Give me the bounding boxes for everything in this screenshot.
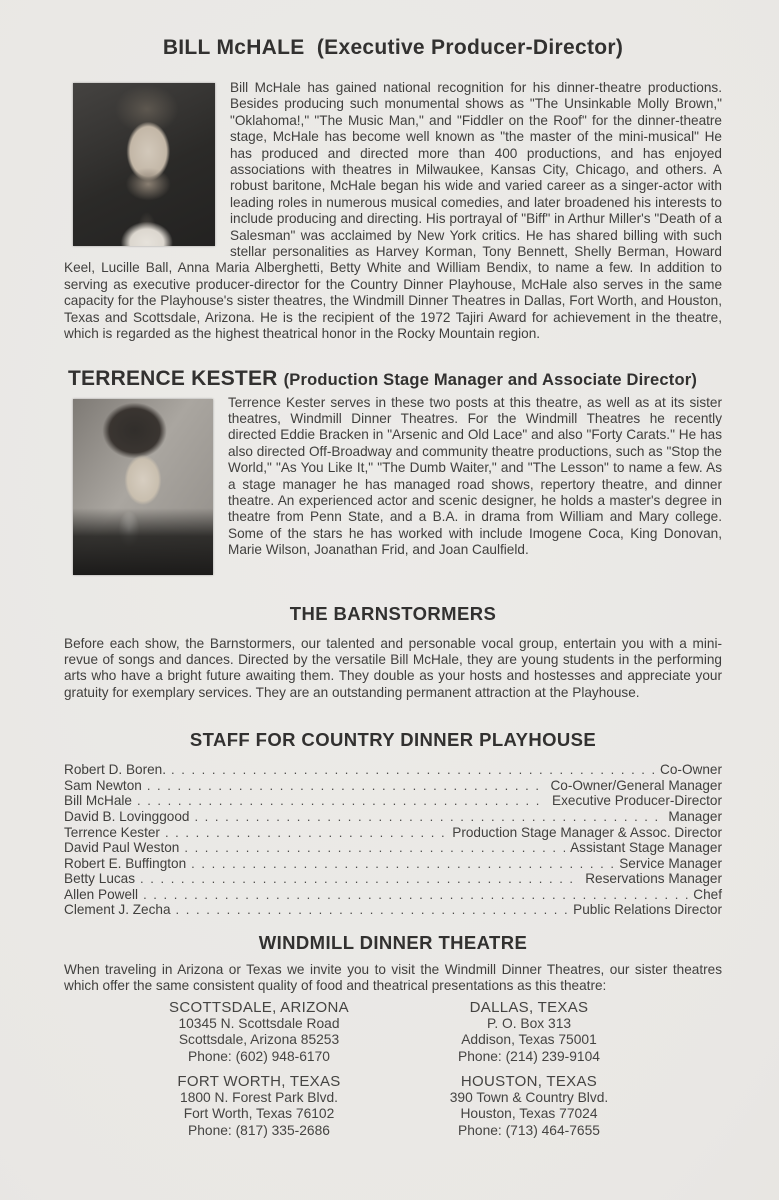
dot-leader bbox=[143, 887, 688, 903]
staff-row bbox=[64, 871, 722, 887]
staff-row bbox=[64, 825, 722, 841]
staff-title: Assistant Stage Manager bbox=[570, 840, 722, 856]
dot-leader bbox=[147, 778, 546, 794]
staff-row bbox=[64, 887, 722, 903]
staff-name: David B. Lovinggood bbox=[64, 808, 190, 824]
staff-title: Reservations Manager bbox=[585, 871, 722, 887]
location-address-line: Addison, Texas 75001 bbox=[461, 1032, 597, 1048]
dot-leader bbox=[191, 856, 614, 872]
dot-leader bbox=[184, 840, 565, 856]
staff-name: Bill McHale bbox=[64, 793, 132, 809]
bill-mchale-portrait-photo bbox=[73, 83, 215, 246]
staff-row bbox=[64, 856, 722, 872]
staff-row bbox=[64, 793, 722, 809]
location-block-scottsdale bbox=[124, 999, 394, 1066]
location-address-line: P. O. Box 313 bbox=[486, 1015, 572, 1031]
kester-bio-section bbox=[64, 395, 722, 579]
dot-leader bbox=[176, 902, 569, 918]
mchale-heading bbox=[64, 36, 722, 60]
mchale-bio-section bbox=[64, 80, 722, 343]
staff-name: Sam Newton bbox=[64, 777, 142, 793]
dot-leader bbox=[165, 825, 447, 841]
location-city: DALLAS, TEXAS bbox=[469, 998, 589, 1016]
barnstormers-heading: THE BARNSTORMERS bbox=[289, 602, 497, 624]
location-address-line: Scottsdale, Arizona 85253 bbox=[178, 1032, 340, 1048]
kester-role: (Production Stage Manager and Associate Director) bbox=[283, 370, 698, 389]
dot-leader bbox=[137, 793, 547, 809]
mchale-bio-text: Bill McHale has gained national recognition for his dinner-theatre productions. Besides producing such monumental shows as "The Unsinkable Molly Brown," "Oklahoma!," "The Music Man," and "Fiddler on the Roof" for the dinner-theatre stage, McHale has become well known as "the master of the mini-musical" He has produced and directed more than 400 productions, and has enjoyed associations with theatres in Milwaukee, Kansas City, Chicago, and others. A robust baritone, McHale began his wide and varied career as a singer-actor with leading roles in numerous musical comedies, and later broadened his interests to include producing and directing. His portrayal of "Biff" in Arthur Miller's "Death of a Salesman" was acclaimed by New York critics. He has shared billing with such stellar personalities as Harvey Korman, Tony Bennett, Shelly Berman, Howard Keel, Lucille Ball, Anna Maria Alberghetti, Betty White and William Bendix, to name a few. In addition to serving as executive producer-director for the Country Dinner Playhouse, McHale also serves in the same capacity for the Playhouse's sister theatres, the Windmill Dinner Theatres in Dallas, Fort Worth, and Houston, Texas and Scottsdale, Arizona. He is the recipient of the 1972 Tajiri Award for achievement in the theatre, which is regarded as the highest theatrical honor in the Rocky Mountain region. bbox=[64, 80, 722, 342]
kester-heading bbox=[68, 367, 722, 391]
staff-name: Betty Lucas bbox=[64, 871, 136, 887]
terrence-kester-portrait-photo bbox=[73, 399, 213, 575]
dot-leader bbox=[194, 809, 663, 825]
staff-title: Production Stage Manager & Assoc. Director bbox=[452, 824, 722, 840]
staff-title: Co-Owner/General Manager bbox=[550, 777, 722, 793]
staff-heading: STAFF FOR COUNTRY DINNER PLAYHOUSE bbox=[189, 729, 597, 751]
location-phone: Phone: (602) 948-6170 bbox=[188, 1049, 330, 1065]
staff-title: Service Manager bbox=[619, 855, 722, 871]
location-address-line: Fort Worth, Texas 76102 bbox=[183, 1106, 335, 1122]
staff-name: Allen Powell bbox=[64, 886, 139, 902]
location-phone: Phone: (713) 464-7655 bbox=[458, 1122, 600, 1138]
kester-name: TERRENCE KESTER bbox=[68, 366, 278, 390]
staff-row bbox=[64, 809, 722, 825]
staff-row bbox=[64, 762, 722, 778]
staff-title: Chef bbox=[693, 886, 722, 902]
kester-bio-text: Terrence Kester serves in these two posts at this theatre, as well as at its sister theatres, Windmill Dinner Theatres. For the Windmill Theatres he recently directed Eddie Bracken in "Arsenic and Old Lace" and also "Forty Carats." He has also directed Off-Broadway and community theatre productions, such as "Stop the World," "As You Like It," "The Dumb Waiter," and "The Lesson" to name a few. As a stage manager he has managed road shows, repertory theatre, and dinner theatre. An experienced actor and scenic designer, he holds a master's degree in theatre from Penn State, and a B.A. in drama from William and Mary college. Some of the stars he has worked with include Imogene Coca, King Donovan, Marie Wilson, Joanathan Frid, and Joan Caulfield. bbox=[228, 394, 722, 558]
staff-title: Manager bbox=[668, 808, 722, 824]
staff-row bbox=[64, 778, 722, 794]
location-block-fort-worth bbox=[124, 1073, 394, 1140]
staff-title: Co-Owner bbox=[660, 762, 722, 778]
windmill-intro-text: When traveling in Arizona or Texas we invite you to visit the Windmill Dinner Theatres, our sister theatres which offer the same consistent quality of food and theatrical presentations as this theatre: bbox=[64, 962, 722, 994]
staff-row bbox=[64, 902, 722, 918]
location-address-line: 10345 N. Scottsdale Road bbox=[178, 1015, 340, 1031]
staff-list bbox=[64, 762, 722, 918]
staff-name: Terrence Kester bbox=[64, 824, 160, 840]
dot-leader bbox=[140, 871, 580, 887]
staff-name: Robert D. Boren. bbox=[64, 762, 166, 778]
dot-leader bbox=[171, 762, 655, 778]
staff-row bbox=[64, 840, 722, 856]
staff-name: Robert E. Buffington bbox=[64, 855, 187, 871]
location-city: HOUSTON, TEXAS bbox=[460, 1072, 598, 1090]
location-phone: Phone: (817) 335-2686 bbox=[188, 1122, 330, 1138]
location-address-line: Houston, Texas 77024 bbox=[460, 1106, 598, 1122]
location-block-houston bbox=[394, 1073, 664, 1140]
mchale-role: (Executive Producer-Director) bbox=[316, 36, 624, 59]
location-address-line: 390 Town & Country Blvd. bbox=[449, 1089, 609, 1105]
mchale-name: BILL McHALE bbox=[162, 36, 305, 59]
location-block-dallas bbox=[394, 999, 664, 1066]
location-city: FORT WORTH, TEXAS bbox=[177, 1072, 341, 1090]
windmill-heading: WINDMILL DINNER THEATRE bbox=[258, 932, 528, 954]
location-address-line: 1800 N. Forest Park Blvd. bbox=[180, 1089, 338, 1105]
barnstormers-text: Before each show, the Barnstormers, our talented and personable vocal group, entertain you with a mini-revue of songs and dances. Directed by the versatile Bill McHale, they are young students in the performing arts who have a bright future awaiting them. They double as your hosts and hostesses and appreciate your gratuity for exemplary services. They are an outstanding permanent attraction at the Playhouse. bbox=[64, 635, 722, 700]
location-city: SCOTTSDALE, ARIZONA bbox=[169, 998, 349, 1016]
staff-title: Public Relations Director bbox=[573, 902, 722, 918]
staff-name: David Paul Weston bbox=[64, 840, 180, 856]
staff-title: Executive Producer-Director bbox=[552, 793, 722, 809]
staff-name: Clement J. Zecha bbox=[64, 902, 171, 918]
windmill-locations bbox=[124, 999, 664, 1140]
location-phone: Phone: (214) 239-9104 bbox=[458, 1049, 600, 1065]
